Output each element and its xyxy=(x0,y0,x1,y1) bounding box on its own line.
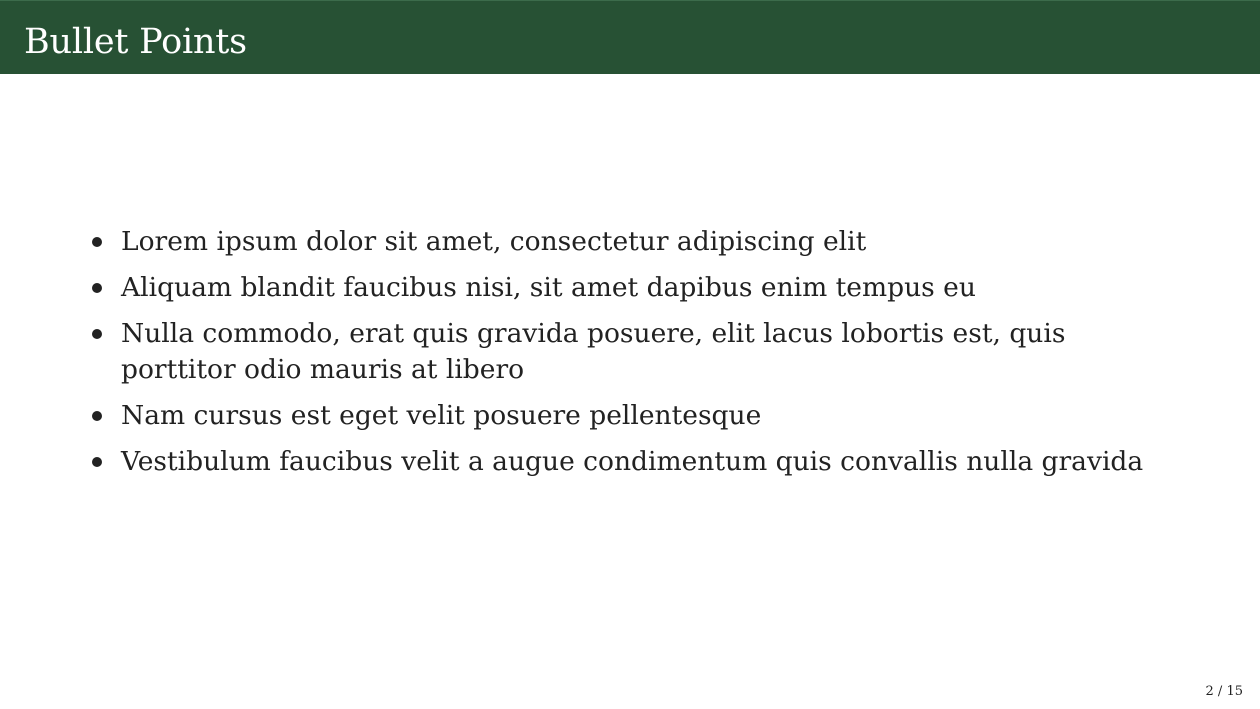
bullet-text: Aliquam blandit faucibus nisi, sit amet dapibus enim tempus eu xyxy=(121,272,976,303)
bullet-dot-icon xyxy=(92,457,102,467)
slide-title: Bullet Points xyxy=(24,22,247,62)
bullet-text: Vestibulum faucibus velit a augue condimentum quis convallis nulla gravida xyxy=(121,446,1144,477)
bullet-text: Lorem ipsum dolor sit amet, consectetur adipiscing elit xyxy=(121,226,867,257)
bullet-item xyxy=(88,398,1178,434)
bullet-text: Nam cursus est eget velit posuere pellentesque xyxy=(121,400,762,431)
bullet-text: Nulla commodo, erat quis gravida posuere, elit lacus lobortis est, quis porttitor odio mauris at libero xyxy=(121,318,1066,385)
bullet-item xyxy=(88,444,1178,480)
bullet-list xyxy=(88,224,1178,490)
bullet-item xyxy=(88,316,1178,388)
bullet-item xyxy=(88,224,1178,260)
bullet-item xyxy=(88,270,1178,306)
bullet-dot-icon xyxy=(92,283,102,293)
bullet-dot-icon xyxy=(92,411,102,421)
slide-header xyxy=(0,0,1260,74)
bullet-dot-icon xyxy=(92,329,102,339)
bullet-dot-icon xyxy=(92,237,102,247)
page-number: 2 / 15 xyxy=(1205,684,1243,699)
